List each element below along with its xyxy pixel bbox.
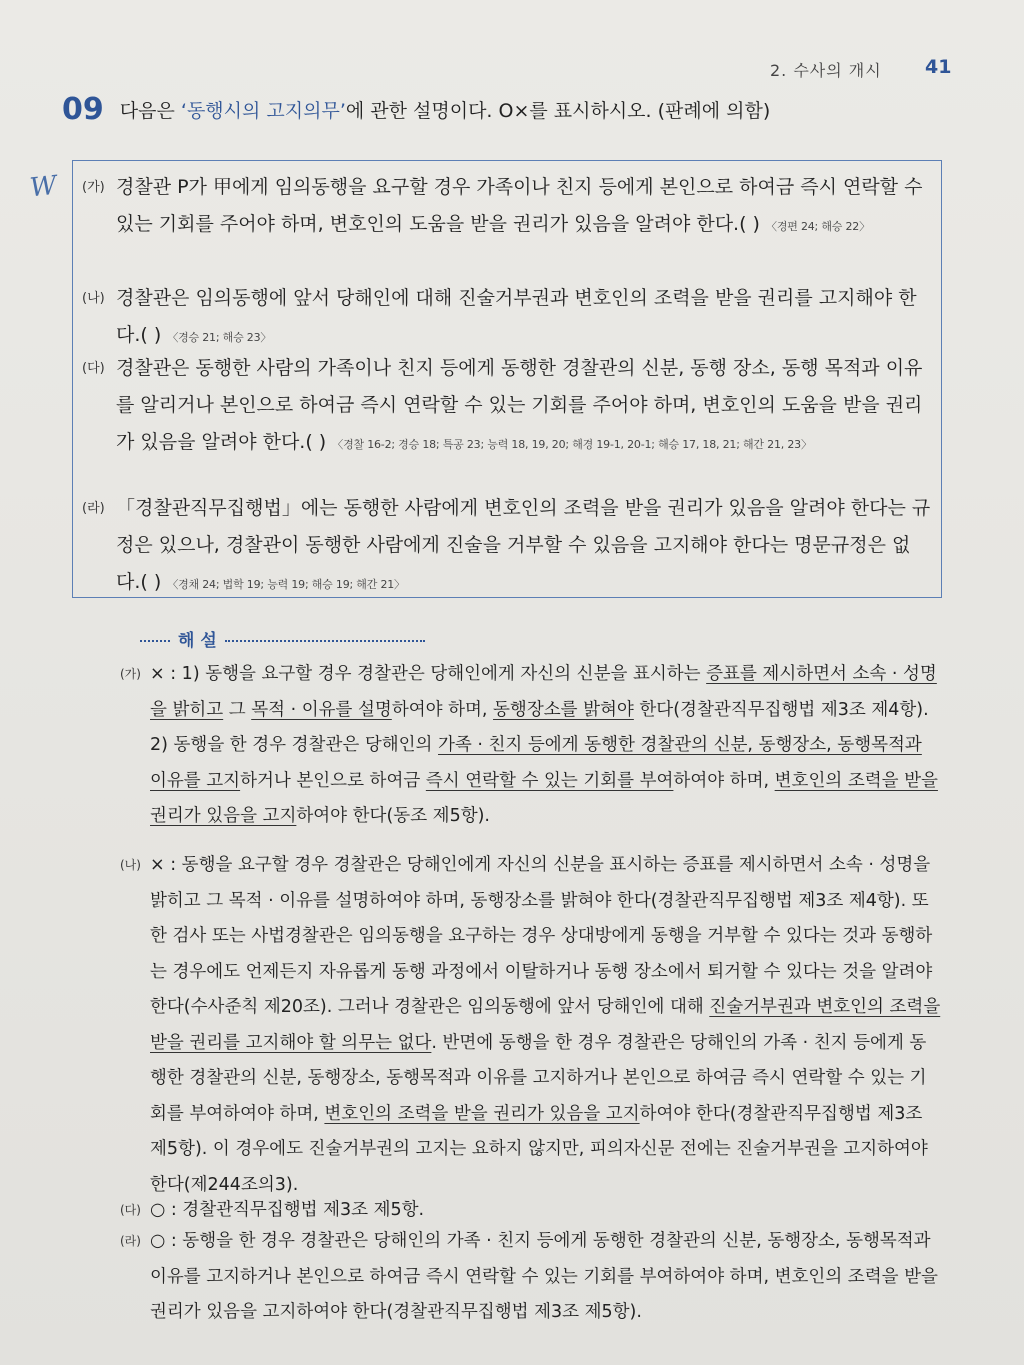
underlined-phrase: 가족 · 친지 등에게 동행한 경찰관의 신분, 동행장소, 동행목적과 이유를 고지 [150,735,922,791]
underlined-phrase: 변호인의 조력을 받을 권리가 있음을 고지 [150,770,938,826]
statement-text: 「경찰관직무집행법」에는 동행한 사람에게 변호인의 조력을 받을 권리가 있음을 알려야 한다는 규정은 있으나, 경찰관이 동행한 사람에게 진술을 거부할 수 있음을 고지해야 한다는 명문규정은 없다.( ) [116,497,931,593]
answer-marker: (가) [120,667,141,681]
statement-source: 〈경편 24; 해승 22〉 [766,220,870,233]
underlined-phrase: 증표를 제시하면서 소속 · 성명을 밝히고 [150,664,937,720]
underlined-phrase: 변호인의 조력을 받을 권리가 있음을 고지 [324,1103,640,1124]
statement-marker: (라) [82,501,105,516]
answer-phrase: 하여야 한다(경찰관직무집행법 제3조 제5항). 이 경우에도 진술거부권의 고지는 요하지 않지만, 피의자신문 전에는 진술거부권을 고지하여야 한다(제244조의3). [150,1103,928,1195]
statement-source: 〈경승 21; 해승 23〉 [167,331,272,344]
answer-phrase: × : 1) 동행을 요구할 경우 경찰관은 당해인에게 자신의 신분을 표시하는 [150,664,707,684]
answer-phrase: × : 동행을 요구할 경우 경찰관은 당해인에게 자신의 신분을 표시하는 증표를 제시하면서 소속 · 성명을 밝히고 그 목적 · 이유를 설명하여야 하며, 동행장소를 밝혀야 한다(경찰관직무집행법 제3조 제4항). 또한 검사 또는 사법경찰관은 임의동행을 요구하는 경우 상대방에게 동행을 거부할 수 있다는 것과 동행하는 경우에도 언제든지 자유롭게 동행 과정에서 이탈하거나 동행 장소에서 퇴거할 수 있다는 것을 알려야 한다(수사준칙 제20조). 그러나 경찰관은 임의동행에 앞서 당해인에 대해 [150,855,933,1017]
question-number: 09 [62,92,104,127]
statement-source: 〈경찰 16-2; 경승 18; 특공 23; 능력 18, 19, 20; 해경 19-1, 20-1; 해승 17, 18, 21; 해간 21, 23〉 [332,438,812,451]
statement-text: 경찰관은 동행한 사람의 가족이나 친지 등에게 동행한 경찰관의 신분, 동행 장소, 동행 목적과 이유를 알리거나 본인으로 하여금 즉시 연락할 수 있는 기회를 주어야 하며, 변호인의 도움을 받을 권리가 있음을 알려야 한다.( ) [116,357,923,453]
answer-text [150,848,942,1203]
answer-marker: (다) [120,1203,141,1217]
statement-item [82,350,932,463]
statement-item [82,169,932,245]
statement-text: 경찰관은 임의동행에 앞서 당해인에 대해 진술거부권과 변호인의 조력을 받을 권리를 고지해야 한다.( ) [116,287,917,346]
question-suffix: 에 관한 설명이다. O×를 표시하시오. (판례에 의함) [345,100,771,122]
dotted-rule [225,640,425,642]
question-header [62,92,962,127]
answer-phrase: 그 [223,699,252,720]
handwritten-margin-mark: W [28,170,59,204]
statement-marker: (나) [82,291,105,306]
answer-phrase: 한다(경찰관직무집행법 제3조 제4항). 2) 동행을 한 경우 경찰관은 당해인의 [150,699,929,755]
dotted-rule [140,640,170,642]
answer-text [150,657,942,835]
running-head [770,56,952,81]
answer-phrase: ○ : 경찰관직무집행법 제3조 제5항. [150,1200,425,1220]
chapter-title: 2. 수사의 개시 [770,61,882,80]
underlined-phrase: 즉시 연락할 수 있는 기회를 부여 [425,770,674,791]
answer-phrase: 하거나 본인으로 하여금 [240,770,426,791]
statement-item [82,490,932,603]
solution-label-text: 해 설 [178,631,217,651]
statement-marker: (가) [82,180,105,195]
solution-label [140,626,430,651]
answer-phrase: 하여야 한다(동조 제5항). [296,806,490,826]
answer-phrase: 하여야 하며, [391,699,494,720]
answer-phrase: 하여야 하며, [673,770,775,791]
answer-phrase: ○ : 동행을 한 경우 경찰관은 당해인의 가족 · 친지 등에게 동행한 경찰관의 신분, 동행장소, 동행목적과 이유를 고지하거나 본인으로 하여금 즉시 연락할 수 있는 기회를 부여하여야 하며, 변호인의 조력을 받을 권리가 있음을 고지하여야 한다(경찰관직무집행법 제3조 제5항). [150,1231,938,1322]
answer-marker: (나) [120,858,141,872]
answer-item [120,848,942,1203]
question-prefix: 다음은 [119,100,175,122]
underlined-phrase: 목적 · 이유를 설명 [251,699,392,720]
answer-item [120,1224,942,1331]
page-number: 41 [925,56,952,78]
underlined-phrase: 진술거부권과 변호인의 조력을 받을 권리를 고지해야 할 의무는 없다 [150,997,941,1053]
answer-item [120,657,942,835]
answer-marker: (라) [120,1234,141,1248]
statement-item [82,280,932,356]
underlined-phrase: 동행장소를 밝혀야 [493,699,634,720]
statement-text: 경찰관 P가 甲에게 임의동행을 요구할 경우 가족이나 친지 등에게 본인으로 하여금 즉시 연락할 수 있는 기회를 주어야 하며, 변호인의 도움을 받을 권리가 있음을 알려야 한다.( ) [116,176,923,235]
statement-source: 〈경채 24; 법학 19; 능력 19; 해승 19; 해간 21〉 [167,578,405,591]
statement-marker: (다) [82,361,105,376]
answer-phrase: . 반면에 동행을 한 경우 경찰관은 당해인의 가족 · 친지 등에게 동행한 경찰관의 신분, 동행장소, 동행목적과 이유를 고지하거나 본인으로 하여금 즉시 연락할 수 있는 기회를 부여하여야 하며, [150,1032,927,1124]
answer-text [150,1224,942,1331]
question-topic: ‘동행시의 고지의무’ [180,100,346,122]
